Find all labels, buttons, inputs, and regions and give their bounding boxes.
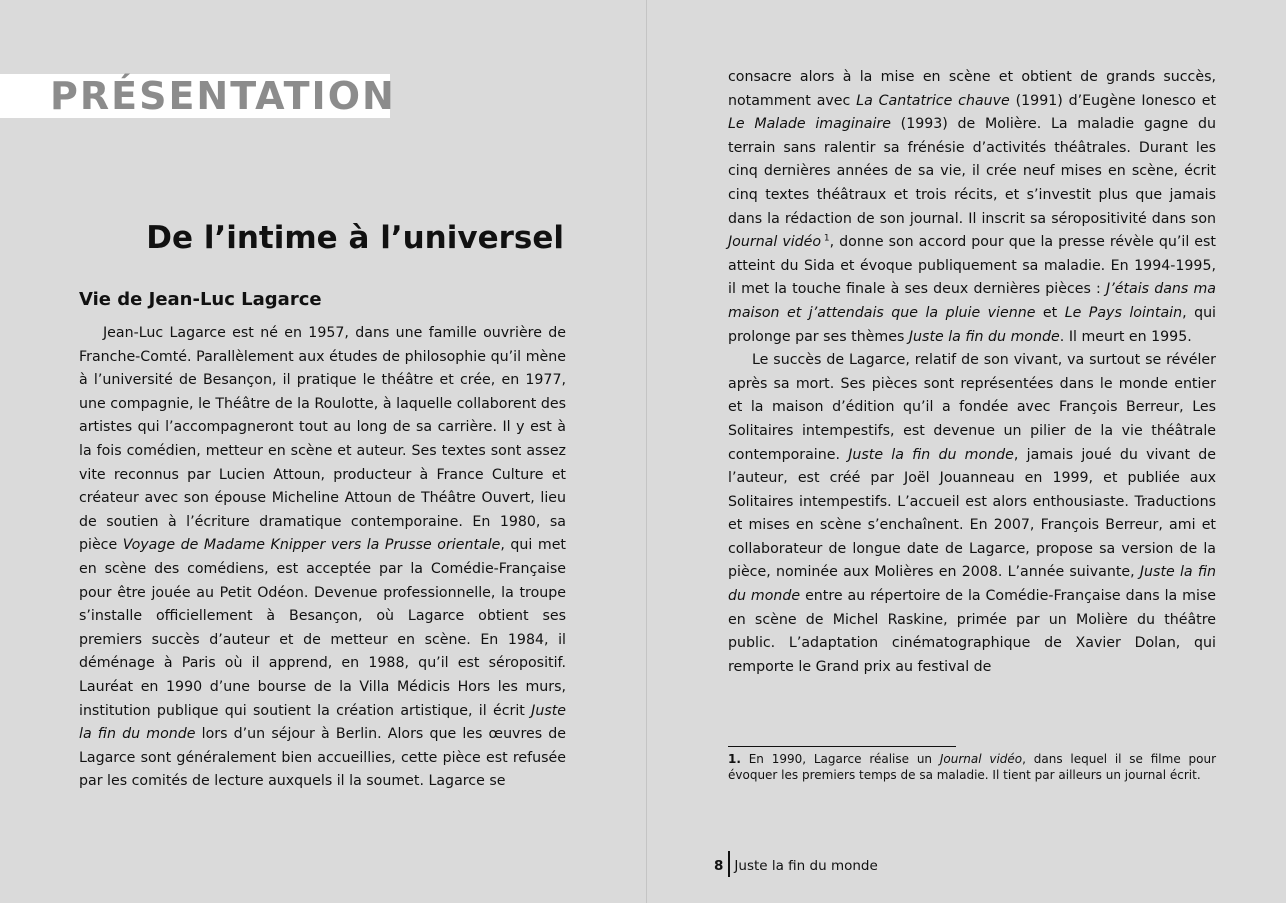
- title-voyage: Voyage de Madame Knipper vers la Prusse orientale: [122, 537, 501, 554]
- footnote-number: 1.: [728, 752, 741, 766]
- subheading-life: Vie de Jean-Luc Lagarce: [79, 289, 322, 310]
- page-number: 8: [714, 858, 724, 874]
- footnote-rule: [728, 746, 956, 747]
- chapter-title: De l’intime à l’universel: [146, 220, 564, 256]
- paragraph: Le succès de Lagarce, relatif de son vivant, va surtout se révéler après sa mort. Ses pièces sont représentées dans le monde entier et la maison d’édition qu’il a fondée avec François Berreur, Les Solitaires intempestifs, est devenue un pilier de la vie théâtrale contemporaine. Juste la fin du monde, jamais joué du vivant de l’auteur, est créé par Joël Jouanneau en 1999, et publiée aux Solitaires intempestifs. L’accueil est alors enthousiaste. Traductions et mises en scène s’enchaînent. En 2007, François Berreur, ami et collaborateur de longue date de Lagarce, propose sa version de la pièce, nominée aux Molières en 2008. L’année suivante, Juste la fin du monde entre au répertoire de la Comédie-Française dans la mise en scène de Michel Raskine, primée par un Molière du théâtre public. L’adaptation cinématographique de Xavier Dolan, qui remporte le Grand prix au festival de: [728, 352, 1217, 675]
- title-juste-la-fin: Juste la fin du monde: [79, 702, 566, 743]
- paragraph: Jean-Luc Lagarce est né en 1957, dans une famille ouvrière de Franche-Comté. Parallèlement aux études de philosophie qu’il mène à l’université de Besançon, il pratique le théâtre et crée, en 1977, une compagnie, le Théâtre de la Roulotte, à laquelle collaborent des artistes qui l’accompagneront tout au long de sa carrière. Il y est à la fois comédien, metteur en scène et auteur. Ses textes sont assez vite reconnus par Lucien Attoun, producteur à France Culture et créateur avec son épouse Micheline Attoun de Théâtre Ouvert, lieu de soutien à l’écriture dramatique contemporaine. En 1980, sa pièce Voyage de Madame Knipper vers la Prusse orientale, qui met en scène des comédiens, est acceptée par la Comédie-Française pour être jouée au Petit Odéon. Devenue professionnelle, la troupe s’installe officiellement à Besançon, où Lagarce obtient ses premiers succès d’auteur et de metteur en scène. En 1984, il déménage à Paris où il apprend, en 1988, qu’il est séropositif. Lauréat en 1990 d’une bourse de la Villa Médicis Hors les murs, institution publique qui soutient la création artistique, il écrit Juste la fin du monde lors d’un séjour à Berlin. Alors que les œuvres de Lagarce sont généralement bien accueillies, cette pièce est refusée par les comités de lecture auxquels il la soumet. Lagarce se: [79, 325, 566, 790]
- left-body-text: [79, 322, 566, 794]
- folio-separator: [728, 851, 730, 877]
- folio-right: [714, 853, 878, 879]
- folio-label: Juste la fin du monde: [734, 858, 878, 874]
- section-title: PRÉSENTATION: [50, 74, 396, 118]
- footnote-ref[interactable]: 1: [823, 233, 830, 244]
- right-body-text: [728, 66, 1216, 679]
- paragraph: consacre alors à la mise en scène et obtient de grands succès, notamment avec La Cantatrice chauve (1991) d’Eugène Ionesco et Le Malade imaginaire (1993) de Molière. La maladie gagne du terrain sans ralentir sa frénésie d’activités théâtrales. Durant les cinq dernières années de sa vie, il crée neuf mises en scène, écrit cinq textes théâtraux et trois récits, et s’investit plus que jamais dans la rédaction de son journal. Il inscrit sa séropositivité dans son Journal vidéo $^1$, donne son accord pour que la presse révèle qu’il est atteint du Sida et évoque publiquement sa maladie. En 1994-1995, il met la touche finale à ses deux dernières pièces : J’étais dans ma maison et j’attendais que la pluie vienne et Le Pays lointain, qui prolonge par ses thèmes Juste la fin du monde. Il meurt en 1995.: [728, 69, 1217, 345]
- footnote: 1. En 1990, Lagarce réalise un Journal vidéo, dans lequel il se filme pour évoquer les premiers temps de sa maladie. Il tient par ailleurs un journal écrit.: [728, 752, 1216, 782]
